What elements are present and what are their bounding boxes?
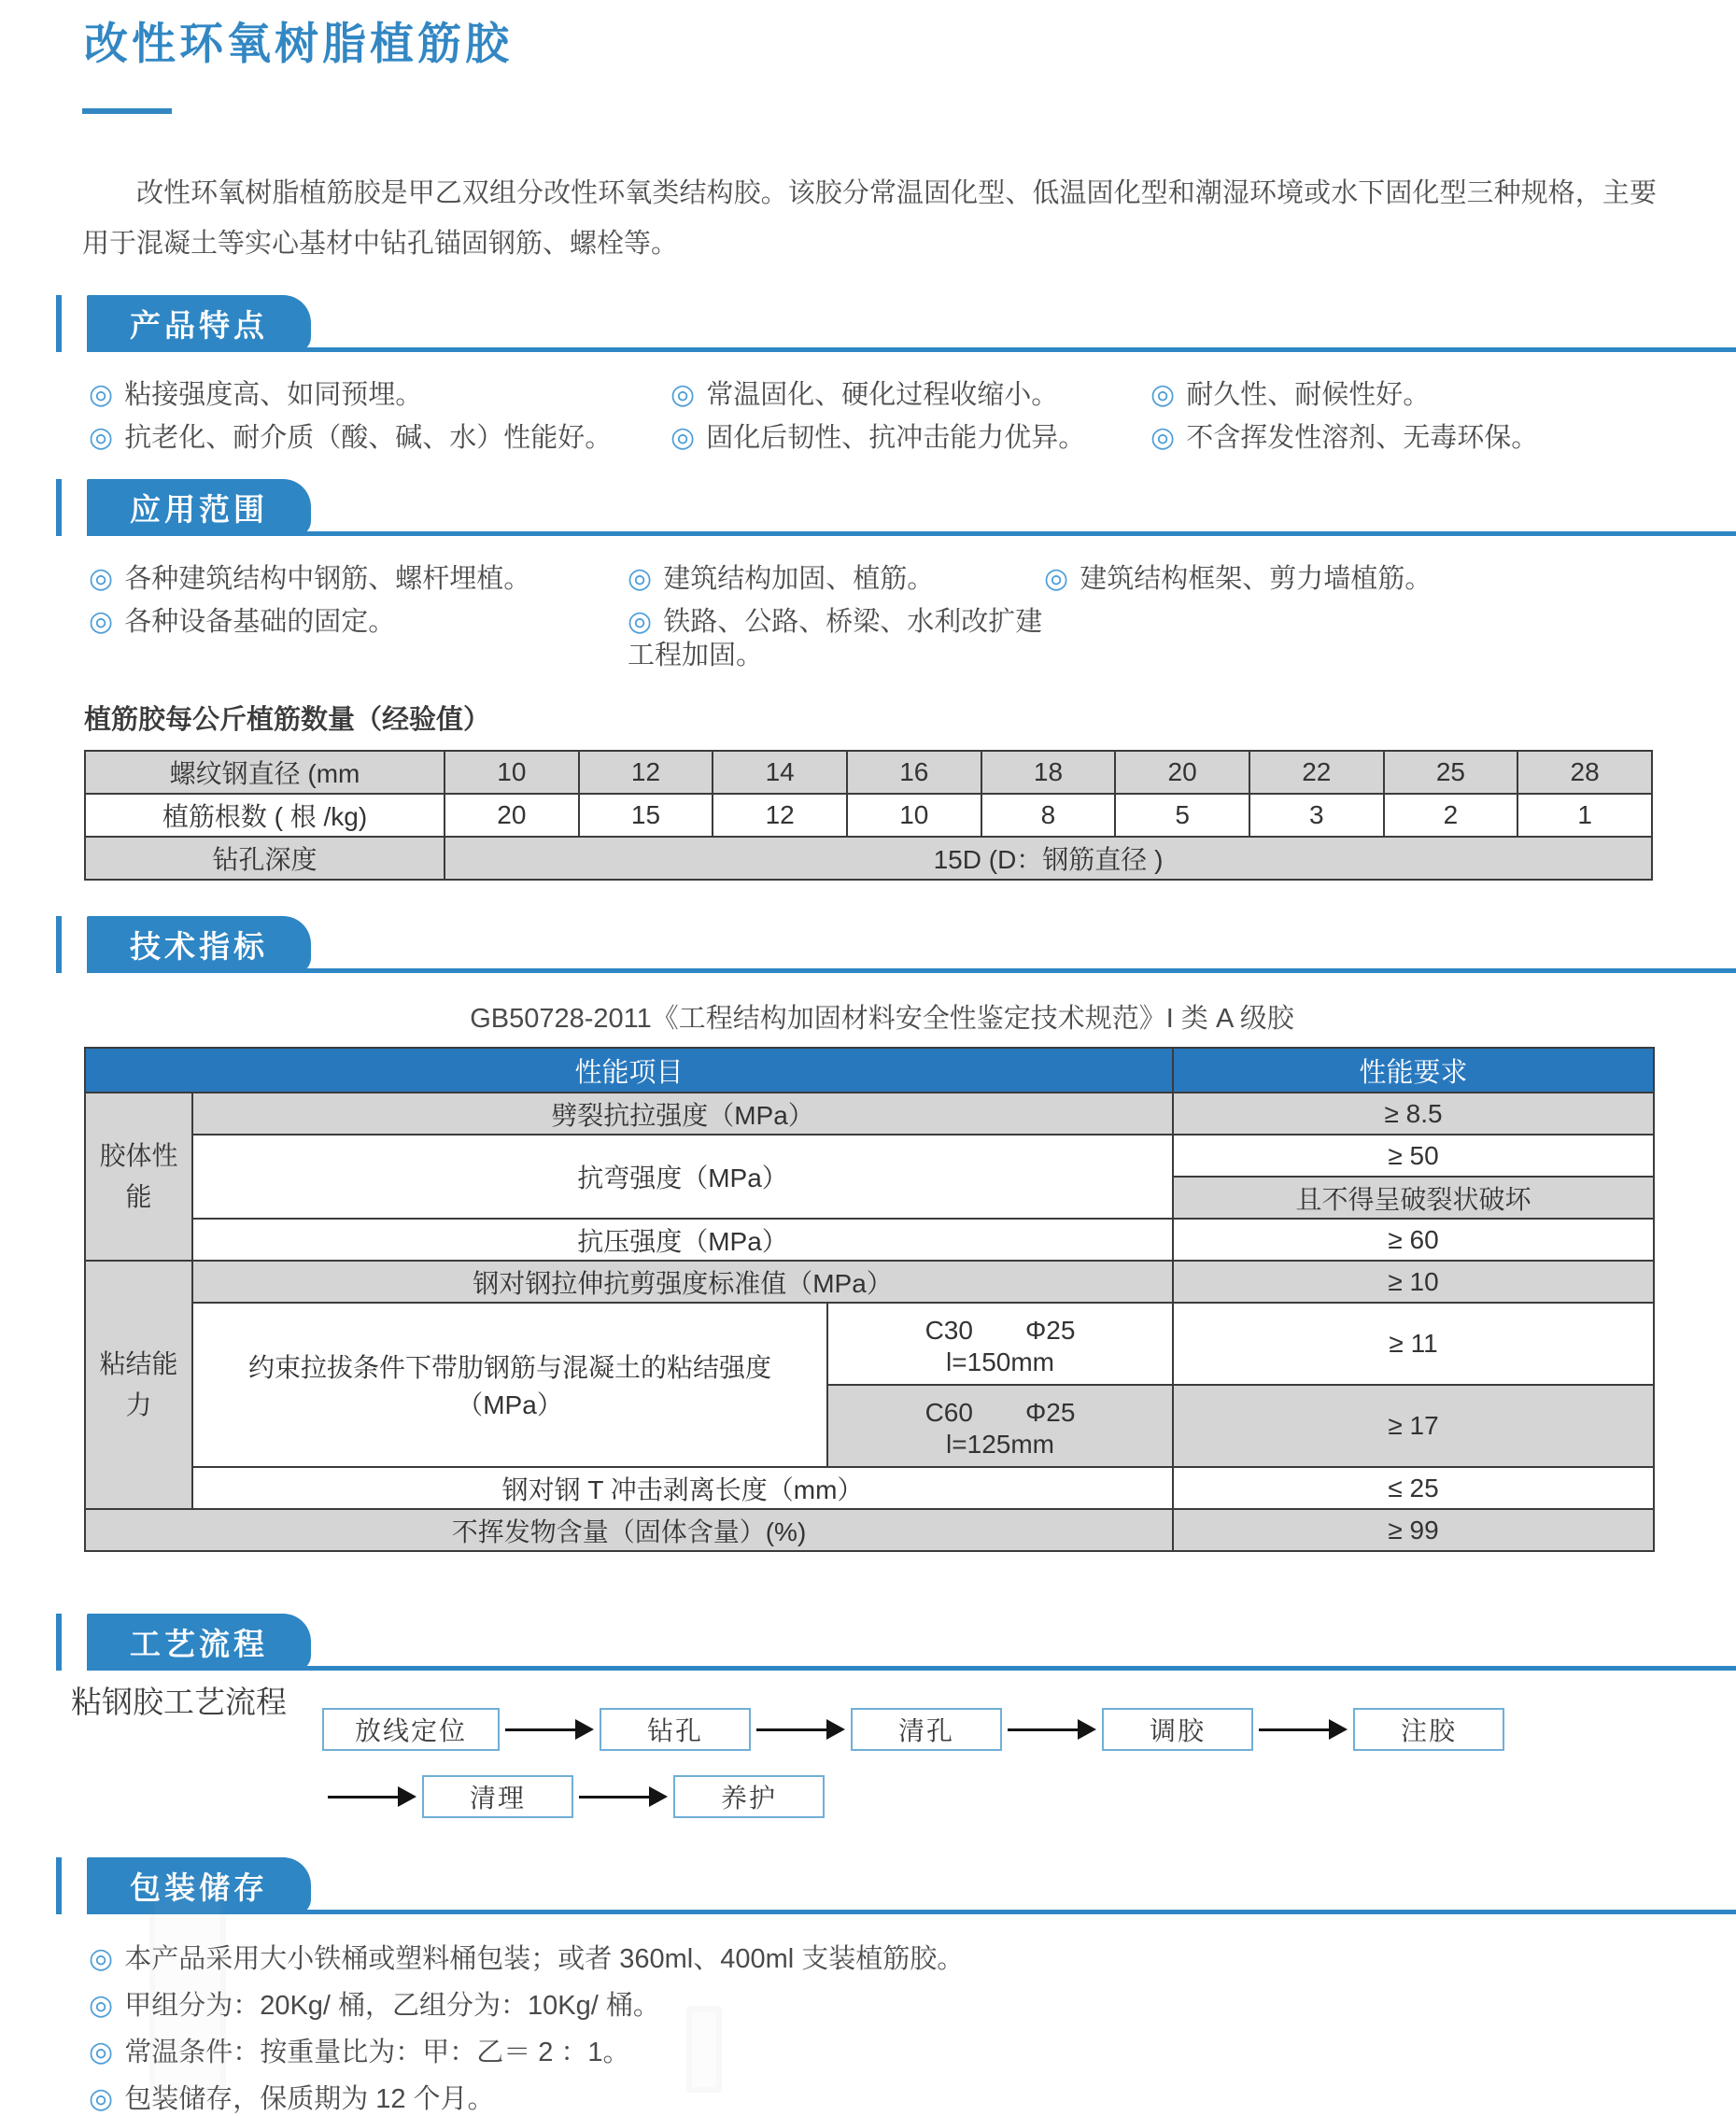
requirement-cell: ≥ 50: [1173, 1135, 1654, 1177]
list-item: [89, 378, 670, 412]
packaging-list: [89, 1942, 1680, 2116]
table-cell: 15D (D：钢筋直径 ): [445, 837, 1652, 880]
section-title-process: 工艺流程: [87, 1614, 311, 1671]
bullet-icon: ◎: [89, 379, 114, 410]
property-line: 约束拉拔条件下带肋钢筋与混凝土的粘结强度: [247, 1353, 771, 1382]
table-cell: 12: [713, 794, 847, 837]
table-cell: 22: [1249, 751, 1384, 794]
accent-bar-icon: [56, 916, 62, 973]
bullet-icon: ◎: [89, 1990, 114, 2021]
rebar-count-table: [84, 750, 1653, 881]
bullet-icon: ◎: [89, 2037, 114, 2067]
list-item: [89, 1942, 1680, 1976]
bullet-icon: ◎: [89, 606, 114, 637]
table-cell: 12: [579, 751, 713, 794]
section-underline: [87, 347, 1736, 352]
section-title-tech: 技术指标: [87, 916, 311, 973]
bullet-text: 固化后韧性、抗冲击能力优异。: [706, 423, 1086, 453]
column-header: 性能要求: [1173, 1048, 1654, 1093]
bullet-icon: ◎: [670, 422, 696, 453]
table-row: [85, 1261, 1654, 1303]
flow-step-box: 钻孔: [600, 1708, 751, 1751]
bullet-text: 本产品采用大小铁桶或塑料桶包装；或者 360ml、400ml 支装植筋胶。: [124, 1944, 965, 1974]
bullet-icon: ◎: [1044, 563, 1069, 594]
section-header-features: [56, 295, 1736, 352]
bullet-text: 常温条件：按重量比为：甲：乙＝ 2 ：1。: [124, 2038, 630, 2067]
list-item: [1150, 421, 1680, 455]
property-cell: [192, 1303, 827, 1467]
requirement-cell: ≥ 60: [1173, 1219, 1654, 1261]
features-list: [89, 378, 1680, 455]
bullet-text: 耐久性、耐候性好。: [1186, 380, 1431, 410]
bullet-icon: ◎: [1150, 422, 1176, 453]
requirement-cell: ≥ 8.5: [1173, 1093, 1654, 1135]
row-header: 钻孔深度: [85, 837, 445, 880]
requirement-cell: ≥ 17: [1173, 1385, 1654, 1467]
watermark-bottle: [686, 2006, 722, 2093]
requirement-cell: ≤ 25: [1173, 1467, 1654, 1509]
flow-step-box: 调胶: [1102, 1708, 1253, 1751]
list-item: [1150, 378, 1680, 412]
title-underline: [82, 108, 172, 114]
section-header-tech: [56, 916, 1736, 973]
table-cell: 3: [1249, 794, 1384, 837]
table-row: [85, 1509, 1654, 1551]
table-row: [85, 794, 1652, 837]
page-title: 改性环氧树脂植筋胶: [84, 19, 513, 68]
bullet-icon: ◎: [89, 422, 114, 453]
section-underline: [87, 531, 1736, 536]
property-cell: 钢对钢 T 冲击剥离长度（mm）: [192, 1467, 1173, 1509]
bullet-text: 抗老化、耐介质（酸、碱、水）性能好。: [124, 423, 613, 453]
section-underline: [87, 1666, 1736, 1671]
applications-list: [89, 562, 1680, 672]
row-header: 植筋根数 ( 根 /kg): [85, 794, 445, 837]
table-row: [85, 1467, 1654, 1509]
section-header-process: [56, 1614, 1736, 1671]
flow-step-box: 清孔: [851, 1708, 1002, 1751]
condition-line: l=150mm: [946, 1347, 1054, 1376]
list-item: [89, 1989, 1680, 2023]
section-underline: [87, 1910, 1736, 1914]
bullet-icon: ◎: [89, 2083, 114, 2114]
table-cell: 5: [1115, 794, 1249, 837]
section-title-features: 产品特点: [87, 295, 311, 352]
bullet-text: 建筑结构加固、植筋。: [663, 564, 935, 594]
table-row: [85, 1135, 1654, 1177]
bullet-text: 不含挥发性溶剂、无毒环保。: [1186, 423, 1539, 453]
property-cell: 抗压强度（MPa）: [192, 1219, 1173, 1261]
table-cell: 20: [445, 794, 579, 837]
table-row: [85, 1219, 1654, 1261]
document-page: [0, 17, 1736, 2114]
table-cell: 16: [847, 751, 981, 794]
table-cell: 25: [1384, 751, 1518, 794]
rebar-table-caption: 植筋胶每公斤植筋数量（经验值）: [84, 705, 491, 735]
column-header: 性能项目: [85, 1048, 1173, 1093]
table-header-row: [85, 1048, 1654, 1093]
watermark-bottle: [149, 1875, 226, 2093]
bullet-text: 常温固化、硬化过程收缩小。: [706, 380, 1059, 410]
section-header-packaging: [56, 1857, 1736, 1914]
condition-cell: [827, 1385, 1173, 1467]
condition-line: C60 Φ25: [924, 1398, 1076, 1427]
accent-bar-icon: [56, 1857, 62, 1914]
bullet-icon: ◎: [628, 563, 653, 594]
table-cell: 10: [445, 751, 579, 794]
group-label: 胶体性能: [85, 1093, 192, 1261]
arrow-right-icon: [579, 1786, 668, 1807]
bullet-icon: ◎: [89, 1943, 114, 1974]
list-item: [1044, 562, 1680, 596]
bullet-text: 铁路、公路、桥梁、水利改扩建工程加固。: [628, 607, 1043, 670]
arrow-right-icon: [328, 1786, 416, 1807]
standard-reference: GB50728-2011《工程结构加固材料安全性鉴定技术规范》I 类 A 级胶: [470, 1004, 1294, 1034]
table-cell: 15: [579, 794, 713, 837]
table-cell: 14: [713, 751, 847, 794]
bullet-text: 粘接强度高、如同预埋。: [124, 380, 423, 410]
bullet-icon: ◎: [89, 563, 114, 594]
list-item: [89, 421, 670, 455]
section-title-applications: 应用范围: [87, 479, 311, 536]
arrow-right-icon: [505, 1719, 594, 1740]
list-item: [670, 378, 1150, 412]
requirement-cell: ≥ 10: [1173, 1261, 1654, 1303]
process-flow-row-1: [322, 1708, 1736, 1751]
bullet-text: 甲组分为：20Kg/ 桶，乙组分为：10Kg/ 桶。: [124, 1991, 660, 2021]
section-header-applications: [56, 479, 1736, 536]
bullet-icon: ◎: [1150, 379, 1176, 410]
list-item: [628, 562, 1044, 596]
condition-cell: [827, 1303, 1173, 1385]
intro-paragraph: 改性环氧树脂植筋胶是甲乙双组分改性环氧类结构胶。该胶分常温固化型、低温固化型和潮湿环境或水下固化型三种规格，主要用于混凝土等实心基材中钻孔锚固钢筋、螺栓等。: [82, 178, 1657, 259]
list-item: [89, 2082, 1680, 2116]
tech-spec-table: [84, 1047, 1655, 1552]
table-cell: 8: [981, 794, 1116, 837]
list-item: [89, 605, 628, 672]
requirement-cell: ≥ 11: [1173, 1303, 1654, 1385]
table-row: [85, 1303, 1654, 1385]
bullet-icon: ◎: [628, 606, 653, 637]
requirement-cell: ≥ 99: [1173, 1509, 1654, 1551]
list-item-empty: [1044, 605, 1680, 672]
property-cell: 劈裂抗拉强度（MPa）: [192, 1093, 1173, 1135]
bullet-icon: ◎: [670, 379, 696, 410]
property-line: （MPa）: [457, 1390, 563, 1419]
flow-step-box: 放线定位: [322, 1708, 500, 1751]
arrow-right-icon: [1008, 1719, 1096, 1740]
arrow-right-icon: [756, 1719, 845, 1740]
table-cell: 20: [1115, 751, 1249, 794]
process-subtitle: 粘钢胶工艺流程: [71, 1685, 287, 1719]
accent-bar-icon: [56, 479, 62, 536]
table-cell: 1: [1517, 794, 1652, 837]
property-cell: 钢对钢拉伸抗剪强度标准值（MPa）: [192, 1261, 1173, 1303]
accent-bar-icon: [56, 295, 62, 352]
requirement-cell: 且不得呈破裂状破坏: [1173, 1177, 1654, 1219]
process-flow-row-2: [322, 1775, 1736, 1818]
flow-step-box: 清理: [422, 1775, 573, 1818]
section-underline: [87, 968, 1736, 973]
property-cell: 不挥发物含量（固体含量）(%): [85, 1509, 1173, 1551]
condition-line: C30 Φ25: [924, 1316, 1076, 1345]
bullet-text: 建筑结构框架、剪力墙植筋。: [1080, 564, 1433, 594]
section-title-packaging: 包装储存: [87, 1857, 311, 1914]
table-cell: 10: [847, 794, 981, 837]
bullet-text: 包装储存，保质期为 12 个月。: [124, 2084, 495, 2114]
group-label: 粘结能力: [85, 1261, 192, 1509]
arrow-right-icon: [1259, 1719, 1348, 1740]
property-cell: 抗弯强度（MPa）: [192, 1135, 1173, 1219]
bullet-text: 各种设备基础的固定。: [124, 607, 396, 637]
condition-line: l=125mm: [946, 1430, 1054, 1459]
flow-step-box: 养护: [673, 1775, 825, 1818]
flow-step-box: 注胶: [1353, 1708, 1504, 1751]
list-item: [670, 421, 1150, 455]
table-row: [85, 1093, 1654, 1135]
table-cell: 2: [1384, 794, 1518, 837]
bullet-text: 各种建筑结构中钢筋、螺杆埋植。: [124, 564, 531, 594]
list-item: [89, 562, 628, 596]
table-row: [85, 837, 1652, 880]
list-item: [628, 605, 1044, 672]
row-header: 螺纹钢直径 (mm: [85, 751, 445, 794]
accent-bar-icon: [56, 1614, 62, 1671]
table-row: [85, 751, 1652, 794]
table-cell: 18: [981, 751, 1116, 794]
table-cell: 28: [1517, 751, 1652, 794]
